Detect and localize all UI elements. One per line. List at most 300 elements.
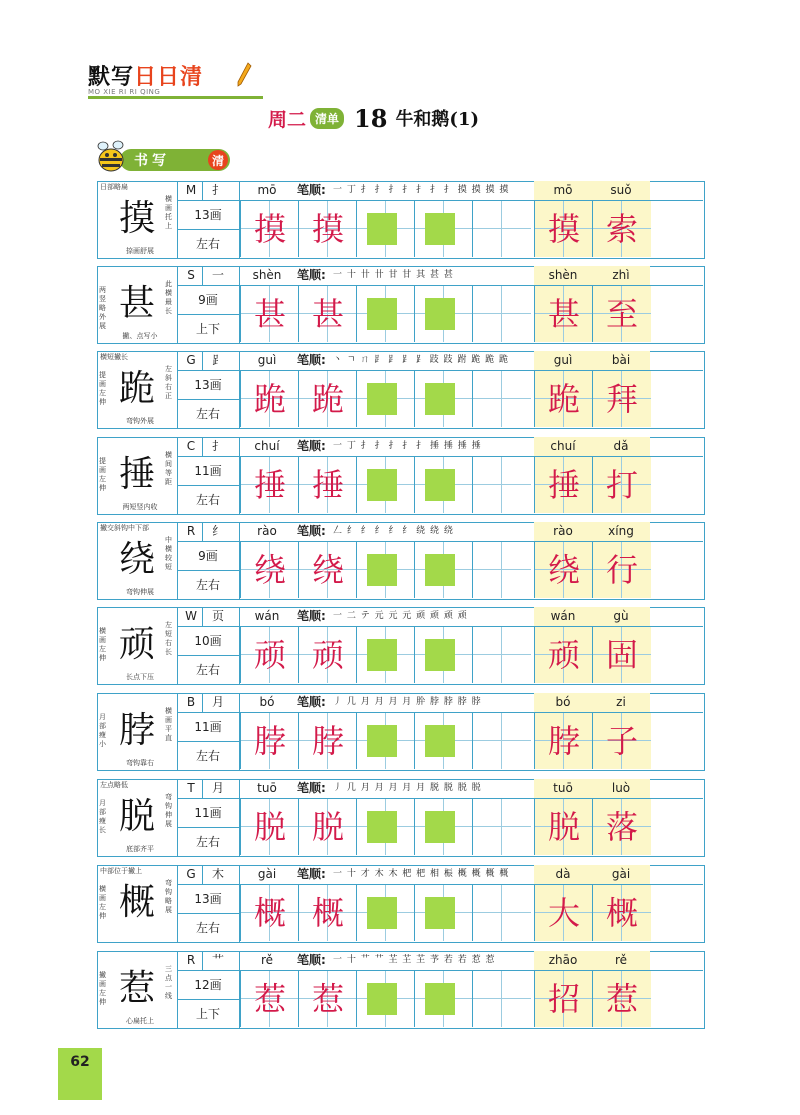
stroke-order-sequence: 一 十 艹 艹 芏 芏 芏 芧 若 若 惹 惹 xyxy=(333,955,496,965)
character-meta xyxy=(177,266,239,344)
initial-letter: R xyxy=(186,524,196,538)
character-row xyxy=(97,266,705,344)
radical: 月 xyxy=(211,695,224,709)
radical: 一 xyxy=(211,268,224,282)
model-character: 惹 xyxy=(118,968,155,1009)
lesson-title: 牛和鹅(1) xyxy=(395,109,479,130)
practice-cell[interactable] xyxy=(298,885,357,941)
component-block xyxy=(425,469,455,501)
word-cell[interactable] xyxy=(534,627,593,683)
page-heading xyxy=(268,100,479,136)
word-cell[interactable] xyxy=(592,885,651,941)
stroke-count: 9画 xyxy=(198,293,218,307)
gloss-right: 横画托上 xyxy=(165,195,172,230)
character-row xyxy=(97,693,705,771)
character-row xyxy=(97,181,705,259)
practice-cell[interactable] xyxy=(298,542,357,598)
brand-title-red: 日日清 xyxy=(134,65,204,90)
practice-cell[interactable] xyxy=(298,457,357,513)
word-character: 行 xyxy=(605,551,638,589)
gloss-box xyxy=(97,266,178,344)
character-row xyxy=(97,351,705,429)
character-meta xyxy=(177,779,239,857)
word-cell[interactable] xyxy=(534,542,593,598)
practice-character: 脱 xyxy=(311,808,344,846)
practice-character: 顽 xyxy=(311,636,344,674)
word-character: 拜 xyxy=(605,380,638,418)
gloss-bottom: 心扁托上 xyxy=(126,1017,154,1025)
bee-icon xyxy=(94,140,130,174)
stroke-count: 9画 xyxy=(198,549,218,563)
word-pinyin: zhāo xyxy=(534,951,592,970)
stroke-order-sequence: 一 丁 扌 扌 扌 扌 扌 扌 扌 摸 摸 摸 摸 xyxy=(333,185,510,195)
practice-cell[interactable] xyxy=(356,971,415,1027)
word-cell[interactable] xyxy=(534,971,593,1027)
gloss-left: 两竖略外展 xyxy=(99,286,106,330)
word-character: 跪 xyxy=(547,380,580,418)
stroke-order-label: 笔顺: xyxy=(297,268,326,282)
practice-cell[interactable] xyxy=(240,713,299,769)
practice-character: 惹 xyxy=(253,980,286,1018)
component-block xyxy=(425,383,455,415)
word-pinyin: chuí xyxy=(534,437,592,456)
practice-cell[interactable] xyxy=(356,286,415,342)
initial-letter: G xyxy=(186,867,196,881)
word-pinyin: shèn xyxy=(534,266,592,285)
character-pinyin: shèn xyxy=(252,268,282,282)
practice-cell[interactable] xyxy=(298,286,357,342)
component-block xyxy=(425,725,455,757)
stroke-order-sequence: 丿 几 月 月 月 月 月 脱 脱 脱 脱 xyxy=(333,783,482,793)
stroke-order-label: 笔顺: xyxy=(297,953,326,967)
practice-character: 脖 xyxy=(311,722,344,760)
practice-cell[interactable] xyxy=(414,201,473,257)
character-meta xyxy=(177,522,239,600)
word-character: 惹 xyxy=(605,980,638,1018)
initial-letter: C xyxy=(186,439,196,453)
word-cell[interactable] xyxy=(534,457,593,513)
structure: 左右 xyxy=(195,749,220,763)
brand-subtitle: MO XIE RI RI QING xyxy=(88,88,161,96)
practice-cell[interactable] xyxy=(414,371,473,427)
stroke-order-label: 笔顺: xyxy=(297,695,326,709)
character-meta xyxy=(177,865,239,943)
initial-letter: T xyxy=(187,781,195,795)
word-pinyin: mō xyxy=(534,181,592,200)
character-row xyxy=(97,522,705,600)
stroke-count: 13画 xyxy=(194,208,222,222)
stroke-order-label: 笔顺: xyxy=(297,867,326,881)
character-row xyxy=(97,607,705,685)
stroke-order-label: 笔顺: xyxy=(297,524,326,538)
word-pinyin: suǒ xyxy=(592,181,650,200)
radical: ⻊ xyxy=(211,353,224,367)
practice-cell[interactable] xyxy=(472,457,531,513)
practice-cell[interactable] xyxy=(240,457,299,513)
brand-underline xyxy=(88,96,263,99)
practice-cell[interactable] xyxy=(472,971,531,1027)
character-pinyin: tuō xyxy=(257,781,277,795)
word-character: 绕 xyxy=(547,551,580,589)
structure: 左右 xyxy=(195,237,220,251)
word-cell[interactable] xyxy=(592,201,651,257)
practice-cell[interactable] xyxy=(356,371,415,427)
gloss-right: 横画平直 xyxy=(165,707,172,742)
practice-character: 摸 xyxy=(311,210,344,248)
word-pinyin: bài xyxy=(592,351,650,370)
word-cell[interactable] xyxy=(534,885,593,941)
word-pinyin: dǎ xyxy=(592,437,650,456)
character-pinyin: chuí xyxy=(254,439,280,453)
gloss-box xyxy=(97,951,178,1029)
component-block xyxy=(367,554,397,586)
practice-cell[interactable] xyxy=(240,971,299,1027)
gloss-right: 横间等距 xyxy=(165,451,172,486)
structure: 上下 xyxy=(195,322,220,336)
practice-cell[interactable] xyxy=(240,542,299,598)
word-cell[interactable] xyxy=(592,542,651,598)
structure: 左右 xyxy=(195,835,220,849)
stroke-count: 11画 xyxy=(194,464,222,478)
component-block xyxy=(425,298,455,330)
word-character: 打 xyxy=(605,466,638,504)
practice-cell[interactable] xyxy=(240,885,299,941)
radical: 月 xyxy=(211,781,224,795)
practice-character: 摸 xyxy=(253,210,286,248)
practice-cell[interactable] xyxy=(356,713,415,769)
gloss-box xyxy=(97,607,178,685)
practice-character: 捶 xyxy=(311,466,344,504)
word-character: 捶 xyxy=(547,466,580,504)
gloss-bottom: 弯钩外展 xyxy=(126,417,154,425)
word-cell[interactable] xyxy=(534,371,593,427)
practice-cell[interactable] xyxy=(414,542,473,598)
gloss-box xyxy=(97,865,178,943)
practice-character: 甚 xyxy=(253,295,286,333)
practice-cell[interactable] xyxy=(414,971,473,1027)
lesson-number: 18 xyxy=(354,103,388,133)
practice-cell[interactable] xyxy=(298,799,357,855)
word-cell[interactable] xyxy=(592,713,651,769)
structure: 左右 xyxy=(195,407,220,421)
character-pinyin: bó xyxy=(259,695,275,709)
stroke-order-sequence: 一 丁 扌 扌 扌 扌 扌 捶 捶 捶 捶 xyxy=(333,441,482,451)
page-number: 62 xyxy=(58,1048,102,1100)
word-pinyin: zi xyxy=(592,693,650,712)
character-pinyin: rào xyxy=(257,524,277,538)
practice-cell[interactable] xyxy=(414,799,473,855)
character-meta xyxy=(177,437,239,515)
radical: 木 xyxy=(211,867,224,881)
practice-cell[interactable] xyxy=(298,371,357,427)
brand-title xyxy=(88,60,203,91)
character-row xyxy=(97,779,705,857)
word-pinyin: tuō xyxy=(534,779,592,798)
character-meta xyxy=(177,951,239,1029)
gloss-box xyxy=(97,779,178,857)
practice-character: 概 xyxy=(253,894,286,932)
practice-cell[interactable] xyxy=(240,371,299,427)
gloss-right: 弯钩略展 xyxy=(165,879,172,914)
practice-cell[interactable] xyxy=(356,627,415,683)
component-block xyxy=(425,213,455,245)
word-cell[interactable] xyxy=(534,201,593,257)
word-cell[interactable] xyxy=(592,627,651,683)
word-pinyin: xíng xyxy=(592,522,650,541)
component-block xyxy=(367,897,397,929)
gloss-right: 中横较短 xyxy=(165,536,172,571)
practice-character: 绕 xyxy=(253,551,286,589)
character-pinyin: mō xyxy=(257,183,277,197)
word-cell[interactable] xyxy=(592,286,651,342)
practice-cell[interactable] xyxy=(414,885,473,941)
practice-cell[interactable] xyxy=(472,371,531,427)
practice-cell[interactable] xyxy=(356,799,415,855)
word-pinyin: zhì xyxy=(592,266,650,285)
gloss-top: 中部位于撇上 xyxy=(100,867,142,875)
word-pinyin: wán xyxy=(534,607,592,626)
stroke-count: 13画 xyxy=(194,378,222,392)
practice-character: 捶 xyxy=(253,466,286,504)
gloss-box xyxy=(97,522,178,600)
gloss-top: 撇交斜钩中下部 xyxy=(100,524,149,532)
initial-letter: G xyxy=(186,353,196,367)
stroke-order-label: 笔顺: xyxy=(297,183,326,197)
word-character: 至 xyxy=(605,295,638,333)
structure: 左右 xyxy=(195,921,220,935)
model-character: 摸 xyxy=(118,198,155,239)
stroke-order-sequence: 一 二 テ 元 元 元 顽 顽 顽 顽 xyxy=(333,611,468,621)
component-block xyxy=(425,554,455,586)
heading-badge: 清单 xyxy=(310,108,344,129)
character-row xyxy=(97,951,705,1029)
stroke-order-sequence: 丶 ㄱ ㄇ ⻊ ⻊ ⻊ ⻊ 跂 跂 跗 跪 跪 跪 xyxy=(333,355,510,365)
section-label-text: 书写 xyxy=(134,153,170,169)
initial-letter: M xyxy=(185,183,197,197)
gloss-top: 横短撇长 xyxy=(100,353,128,361)
practice-cell[interactable] xyxy=(298,971,357,1027)
practice-cell[interactable] xyxy=(298,201,357,257)
structure: 上下 xyxy=(195,1007,220,1021)
section-badge: 清 xyxy=(208,150,228,170)
word-cell[interactable] xyxy=(592,971,651,1027)
character-meta xyxy=(177,351,239,429)
brand-title-black: 默写 xyxy=(88,65,135,90)
component-block xyxy=(425,811,455,843)
initial-letter: B xyxy=(186,695,196,709)
character-meta xyxy=(177,607,239,685)
model-character: 绕 xyxy=(118,539,155,580)
character-pinyin: wán xyxy=(254,609,280,623)
gloss-top: 日部略扁 xyxy=(100,183,128,191)
section-label xyxy=(94,140,234,174)
practice-cell[interactable] xyxy=(472,627,531,683)
stroke-count: 13画 xyxy=(194,892,222,906)
word-pinyin: dà xyxy=(534,865,592,884)
practice-cell[interactable] xyxy=(472,542,531,598)
character-pinyin: guì xyxy=(257,353,277,367)
practice-cell[interactable] xyxy=(240,627,299,683)
initial-letter: W xyxy=(185,609,197,623)
word-character: 子 xyxy=(605,722,638,760)
practice-character: 顽 xyxy=(253,636,286,674)
practice-cell[interactable] xyxy=(472,799,531,855)
word-character: 脱 xyxy=(547,808,580,846)
word-character: 摸 xyxy=(547,210,580,248)
word-pinyin: bó xyxy=(534,693,592,712)
practice-character: 脱 xyxy=(253,808,286,846)
word-character: 脖 xyxy=(547,722,580,760)
word-cell[interactable] xyxy=(534,713,593,769)
gloss-bottom: 底部齐平 xyxy=(126,845,154,853)
practice-character: 脖 xyxy=(253,722,286,760)
character-row xyxy=(97,865,705,943)
gloss-right: 左斜右正 xyxy=(165,365,172,400)
character-pinyin: gài xyxy=(257,867,277,881)
practice-cell[interactable] xyxy=(472,713,531,769)
component-block xyxy=(367,213,397,245)
practice-character: 概 xyxy=(311,894,344,932)
practice-cell[interactable] xyxy=(472,885,531,941)
component-block xyxy=(367,811,397,843)
gloss-right: 弯钩伸展 xyxy=(165,793,172,828)
gloss-bottom: 两短竖内收 xyxy=(122,503,158,511)
stroke-count: 11画 xyxy=(194,806,222,820)
practice-character: 跪 xyxy=(311,380,344,418)
practice-cell[interactable] xyxy=(356,542,415,598)
word-character: 顽 xyxy=(547,636,580,674)
gloss-right: 左短右长 xyxy=(165,621,172,656)
word-character: 固 xyxy=(605,636,638,674)
stroke-count: 10画 xyxy=(194,634,222,648)
component-block xyxy=(425,639,455,671)
word-pinyin: rě xyxy=(592,951,650,970)
component-block xyxy=(367,983,397,1015)
gloss-left: 月部瘦长 xyxy=(99,799,106,834)
stroke-order-label: 笔顺: xyxy=(297,353,326,367)
word-cell[interactable] xyxy=(534,286,593,342)
structure: 左右 xyxy=(195,663,220,677)
word-character: 索 xyxy=(605,210,638,248)
model-character: 概 xyxy=(118,882,155,923)
component-block xyxy=(367,725,397,757)
gloss-box xyxy=(97,181,178,259)
model-character: 捶 xyxy=(118,454,155,495)
word-pinyin: guì xyxy=(534,351,592,370)
stroke-order-label: 笔顺: xyxy=(297,609,326,623)
practice-character: 跪 xyxy=(253,380,286,418)
word-cell[interactable] xyxy=(592,799,651,855)
character-meta xyxy=(177,693,239,771)
character-meta xyxy=(177,181,239,259)
word-cell[interactable] xyxy=(592,457,651,513)
word-character: 落 xyxy=(605,808,638,846)
character-pinyin: rě xyxy=(260,953,274,967)
stroke-order-sequence: 𠃋 纟 纟 纟 纟 纟 绕 绕 绕 xyxy=(333,526,454,536)
gloss-top: 左点略低 xyxy=(100,781,128,789)
practice-cell[interactable] xyxy=(240,286,299,342)
component-block xyxy=(367,298,397,330)
practice-cell[interactable] xyxy=(414,713,473,769)
component-block xyxy=(367,639,397,671)
gloss-left: 横画左伸 xyxy=(99,885,106,920)
word-character: 大 xyxy=(547,894,580,932)
gloss-right: 此横最长 xyxy=(165,280,172,315)
practice-cell[interactable] xyxy=(240,201,299,257)
gloss-left: 提画左伸 xyxy=(99,457,106,492)
gloss-box xyxy=(97,351,178,429)
gloss-bottom: 弯钩靠右 xyxy=(126,759,154,767)
gloss-right: 三点一线 xyxy=(165,965,172,1000)
stroke-order-label: 笔顺: xyxy=(297,439,326,453)
stroke-order-label: 笔顺: xyxy=(297,781,326,795)
practice-cell[interactable] xyxy=(356,885,415,941)
component-block xyxy=(425,897,455,929)
initial-letter: R xyxy=(186,953,196,967)
radical: 纟 xyxy=(211,524,224,538)
word-cell[interactable] xyxy=(534,799,593,855)
model-character: 甚 xyxy=(118,283,155,324)
stroke-count: 11画 xyxy=(194,720,222,734)
model-character: 脱 xyxy=(118,796,155,837)
word-character: 概 xyxy=(605,894,638,932)
stroke-order-sequence: 丿 几 月 月 月 月 肸 脖 脖 脖 脖 xyxy=(333,697,482,707)
word-cell[interactable] xyxy=(592,371,651,427)
gloss-bottom: 捺画舒展 xyxy=(126,247,154,255)
practice-cell[interactable] xyxy=(472,286,531,342)
brand-logo xyxy=(88,60,258,100)
practice-cell[interactable] xyxy=(414,286,473,342)
gloss-bottom: 长点下压 xyxy=(126,673,154,681)
practice-character: 甚 xyxy=(311,295,344,333)
heading-week: 周二 xyxy=(268,108,307,131)
initial-letter: S xyxy=(187,268,195,282)
model-character: 跪 xyxy=(118,368,155,409)
section-pill xyxy=(120,149,230,171)
practice-cell[interactable] xyxy=(472,201,531,257)
model-character: 脖 xyxy=(118,710,155,751)
model-character: 顽 xyxy=(118,624,155,665)
structure: 左右 xyxy=(195,493,220,507)
word-pinyin: gù xyxy=(592,607,650,626)
practice-cell[interactable] xyxy=(356,457,415,513)
radical: 扌 xyxy=(211,439,224,453)
gloss-box xyxy=(97,693,178,771)
practice-cell[interactable] xyxy=(240,799,299,855)
word-pinyin: luò xyxy=(592,779,650,798)
practice-character: 惹 xyxy=(311,980,344,1018)
stroke-order-sequence: 一 十 才 木 木 杷 杷 相 桭 概 概 概 概 xyxy=(333,869,510,879)
radical: 页 xyxy=(211,609,224,623)
word-character: 甚 xyxy=(547,295,580,333)
practice-cell[interactable] xyxy=(414,457,473,513)
gloss-bottom: 撇、点写小 xyxy=(122,332,158,340)
practice-cell[interactable] xyxy=(298,627,357,683)
gloss-box xyxy=(97,437,178,515)
practice-cell[interactable] xyxy=(414,627,473,683)
gloss-bottom: 弯钩伸展 xyxy=(126,588,154,596)
practice-cell[interactable] xyxy=(356,201,415,257)
component-block xyxy=(425,983,455,1015)
gloss-left: 提画左伸 xyxy=(99,371,106,406)
practice-cell[interactable] xyxy=(298,713,357,769)
word-pinyin: rào xyxy=(534,522,592,541)
pencil-icon xyxy=(236,62,252,88)
structure: 左右 xyxy=(195,578,220,592)
word-character: 招 xyxy=(547,980,580,1018)
gloss-left: 横画左伸 xyxy=(99,627,106,662)
stroke-order-sequence: 一 十 卄 卄 甘 甘 其 甚 甚 xyxy=(333,270,454,280)
